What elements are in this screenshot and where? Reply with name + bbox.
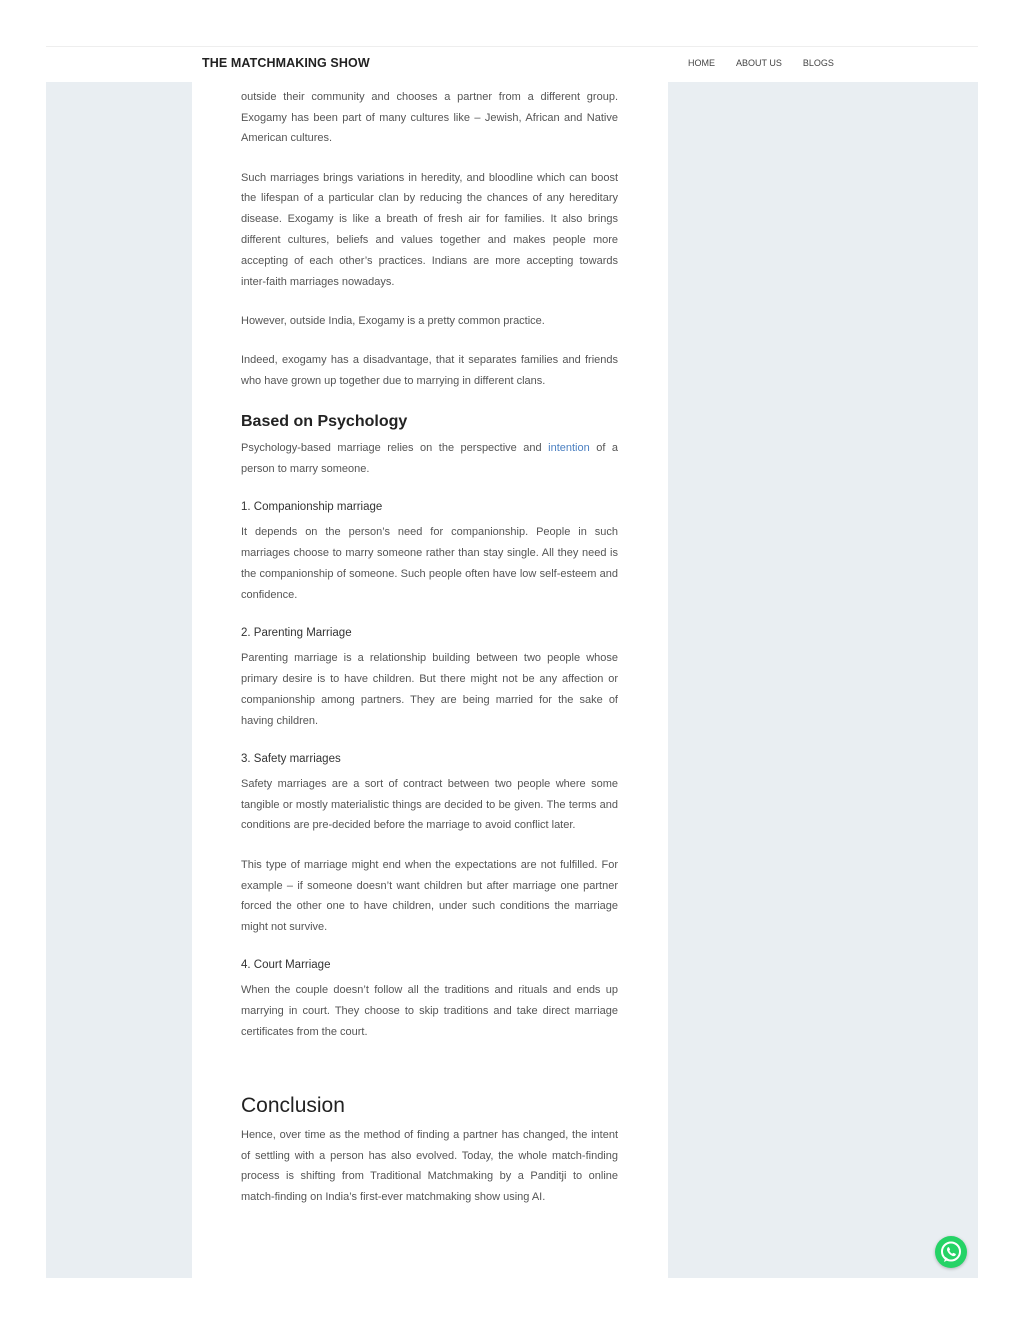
- site-header: [46, 46, 978, 82]
- court-text: When the couple doesn’t follow all the traditions and rituals and ends up marrying in court. They choose to skip traditions and take direct marriage certificates from the court.: [241, 984, 618, 1038]
- whatsapp-button[interactable]: [935, 1236, 967, 1268]
- site-title[interactable]: THE MATCHMAKING SHOW: [202, 56, 370, 70]
- nav-about-us[interactable]: ABOUT US: [736, 58, 782, 68]
- exogamy-paragraph-4: Indeed, exogamy has a disadvantage, that it separates families and friends who have grown up together due to marrying in different clans.: [241, 354, 618, 388]
- conclusion-text: Hence, over time as the method of finding a partner has changed, the intent of settling with a person has also evolved. Today, the whole match-finding process is shifting from Traditional Matchmaking by a Panditji to online match-finding on India’s first-ever matchmaking show using AI.: [241, 1128, 618, 1204]
- intention-link[interactable]: intention: [548, 442, 590, 455]
- parenting-heading: 2. Parenting Marriage: [241, 627, 352, 640]
- psychology-intro: [241, 438, 618, 480]
- exogamy-paragraph-2: Such marriages brings variations in heredity, and bloodline which can boost the lifespan of a particular clan by reducing the chances of any hereditary disease. Exogamy is like a breath of fresh air for families. It also brings different cultures, beliefs and values together and makes people more accepting of each other’s practices. Indians are more accepting towards inter-faith marriages nowadays.: [241, 171, 618, 288]
- main-nav: [688, 58, 855, 68]
- safety-text-2: This type of marriage might end when the expectations are not fulfilled. For example – if someone doesn’t want children but after marriage one partner forced the other one to have children, under such conditions the marriage might not survive.: [241, 858, 618, 934]
- nav-home[interactable]: HOME: [688, 58, 715, 68]
- exogamy-paragraph-1: outside their community and chooses a partner from a different group. Exogamy has been part of many cultures like – Jewish, African and Native American cultures.: [241, 90, 618, 145]
- psychology-intro-text: Psychology-based marriage relies on the perspective and: [241, 442, 549, 455]
- safety-heading: 3. Safety marriages: [241, 752, 341, 765]
- conclusion-heading: Conclusion: [241, 1093, 345, 1117]
- psychology-heading: Based on Psychology: [241, 413, 408, 431]
- nav-blogs[interactable]: BLOGS: [802, 58, 834, 68]
- whatsapp-icon: [935, 1236, 967, 1268]
- psychology-intro-text-end: of a person to marry someone.: [241, 442, 619, 476]
- court-heading: 4. Court Marriage: [241, 959, 331, 972]
- exogamy-paragraph-3: However, outside India, Exogamy is a pretty common practice.: [241, 314, 545, 327]
- companionship-heading: 1. Companionship marriage: [241, 501, 383, 514]
- parenting-text: Parenting marriage is a relationship building between two people whose primary desire is to have children. But there might not be any affection or companionship among partners. They are being married for the sake of having children.: [241, 652, 618, 727]
- safety-text-1: Safety marriages are a sort of contract between two people where some tangible or mostly materialistic things are decided to be given. The terms and conditions are pre-decided before the marriage to avoid conflict later.: [241, 777, 618, 832]
- companionship-text: It depends on the person’s need for companionship. People in such marriages choose to marry someone rather than stay single. All they need is the companionship of someone. Such people often have low self-esteem and confidence.: [241, 526, 618, 601]
- article-content: [241, 66, 618, 1226]
